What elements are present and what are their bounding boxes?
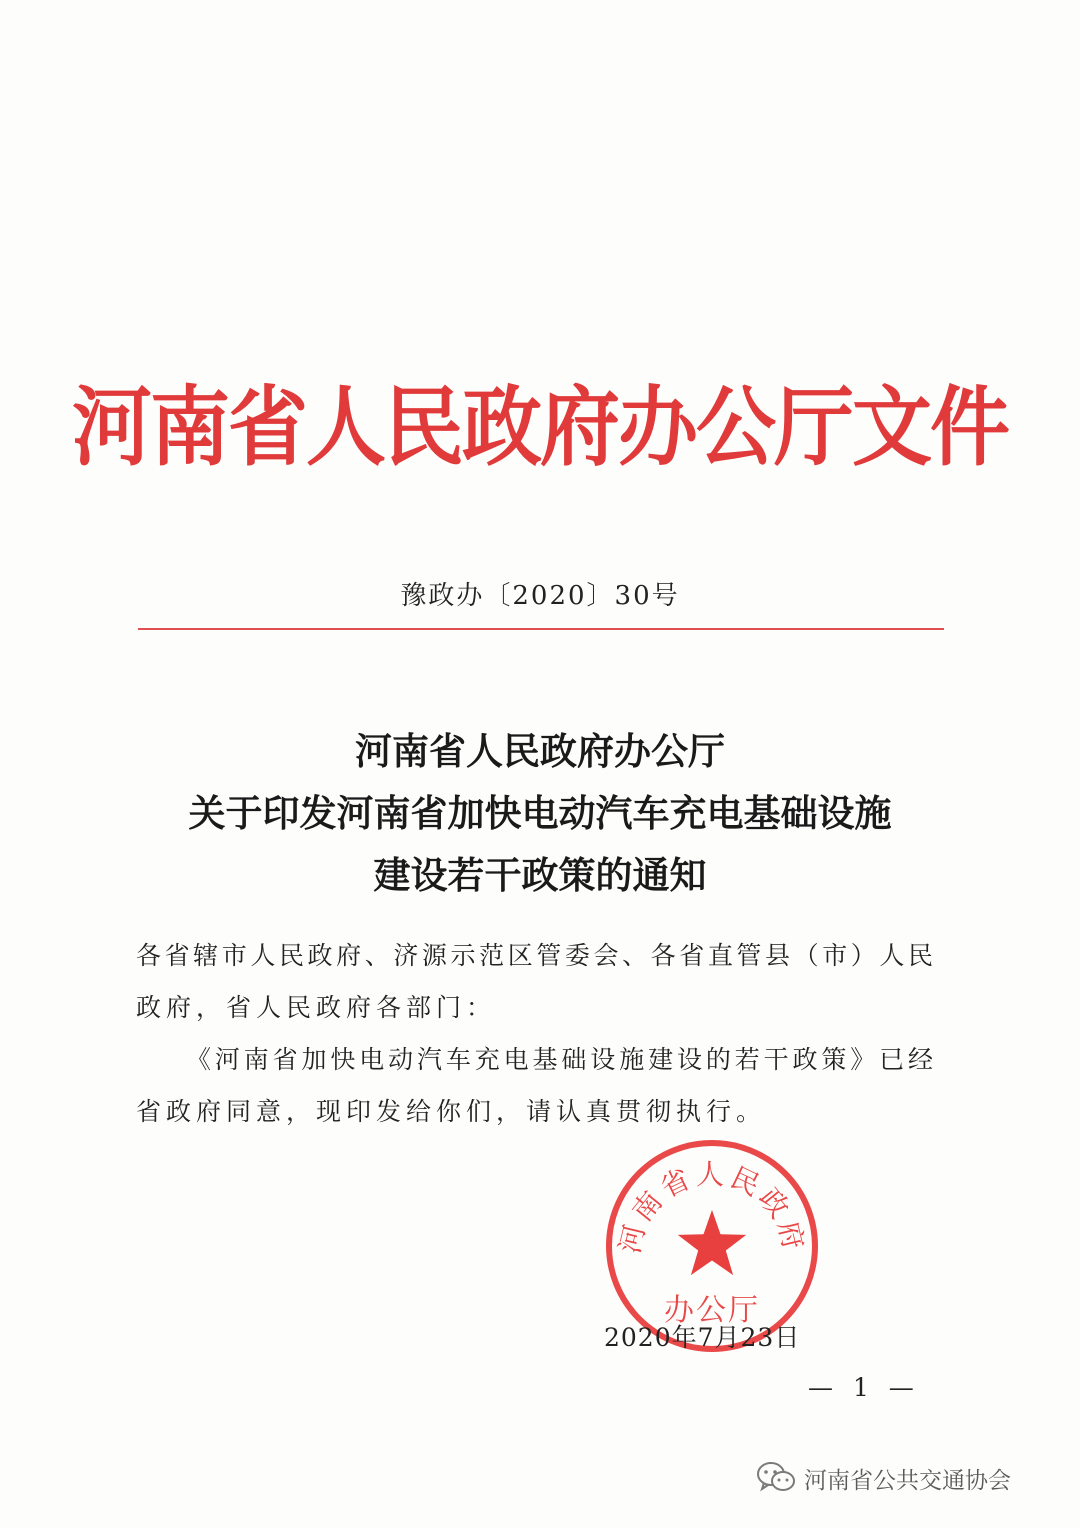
issue-date: 2020年7月23日 [604, 1323, 801, 1352]
star-icon [678, 1210, 746, 1275]
document-body [136, 930, 936, 1138]
page-number: — 1 — [808, 1373, 920, 1402]
recipients-line-1: 各省辖市人民政府、济源示范区管委会、各省直管县（市）人民 [136, 941, 936, 970]
title-line-1: 河南省人民政府办公厅 [355, 729, 725, 773]
title-line-3: 建设若干政策的通知 [373, 853, 707, 897]
watermark [756, 1458, 1011, 1498]
document-title [0, 720, 1080, 906]
document-number: 豫政办〔2020〕30号 [400, 581, 680, 611]
watermark-text: 河南省公共交通协会 [804, 1467, 1011, 1494]
red-divider-line [138, 628, 944, 630]
paragraph-line-2: 省政府同意，现印发给你们，请认真贯彻执行。 [136, 1097, 767, 1126]
title-line-2: 关于印发河南省加快电动汽车充电基础设施 [188, 791, 892, 835]
issuer-header-title: 河南省人民政府办公厅文件 [72, 377, 1008, 478]
recipients-line-2: 政府，省人民政府各部门： [136, 993, 497, 1022]
seal-bottom-text: 办公厅 [664, 1293, 760, 1328]
paragraph-line-1: 《河南省加快电动汽车充电基础设施建设的若干政策》已经 [186, 1045, 936, 1074]
seal-arc-text: 河南省人民政府 [612, 1158, 812, 1257]
wechat-icon [756, 1461, 796, 1495]
